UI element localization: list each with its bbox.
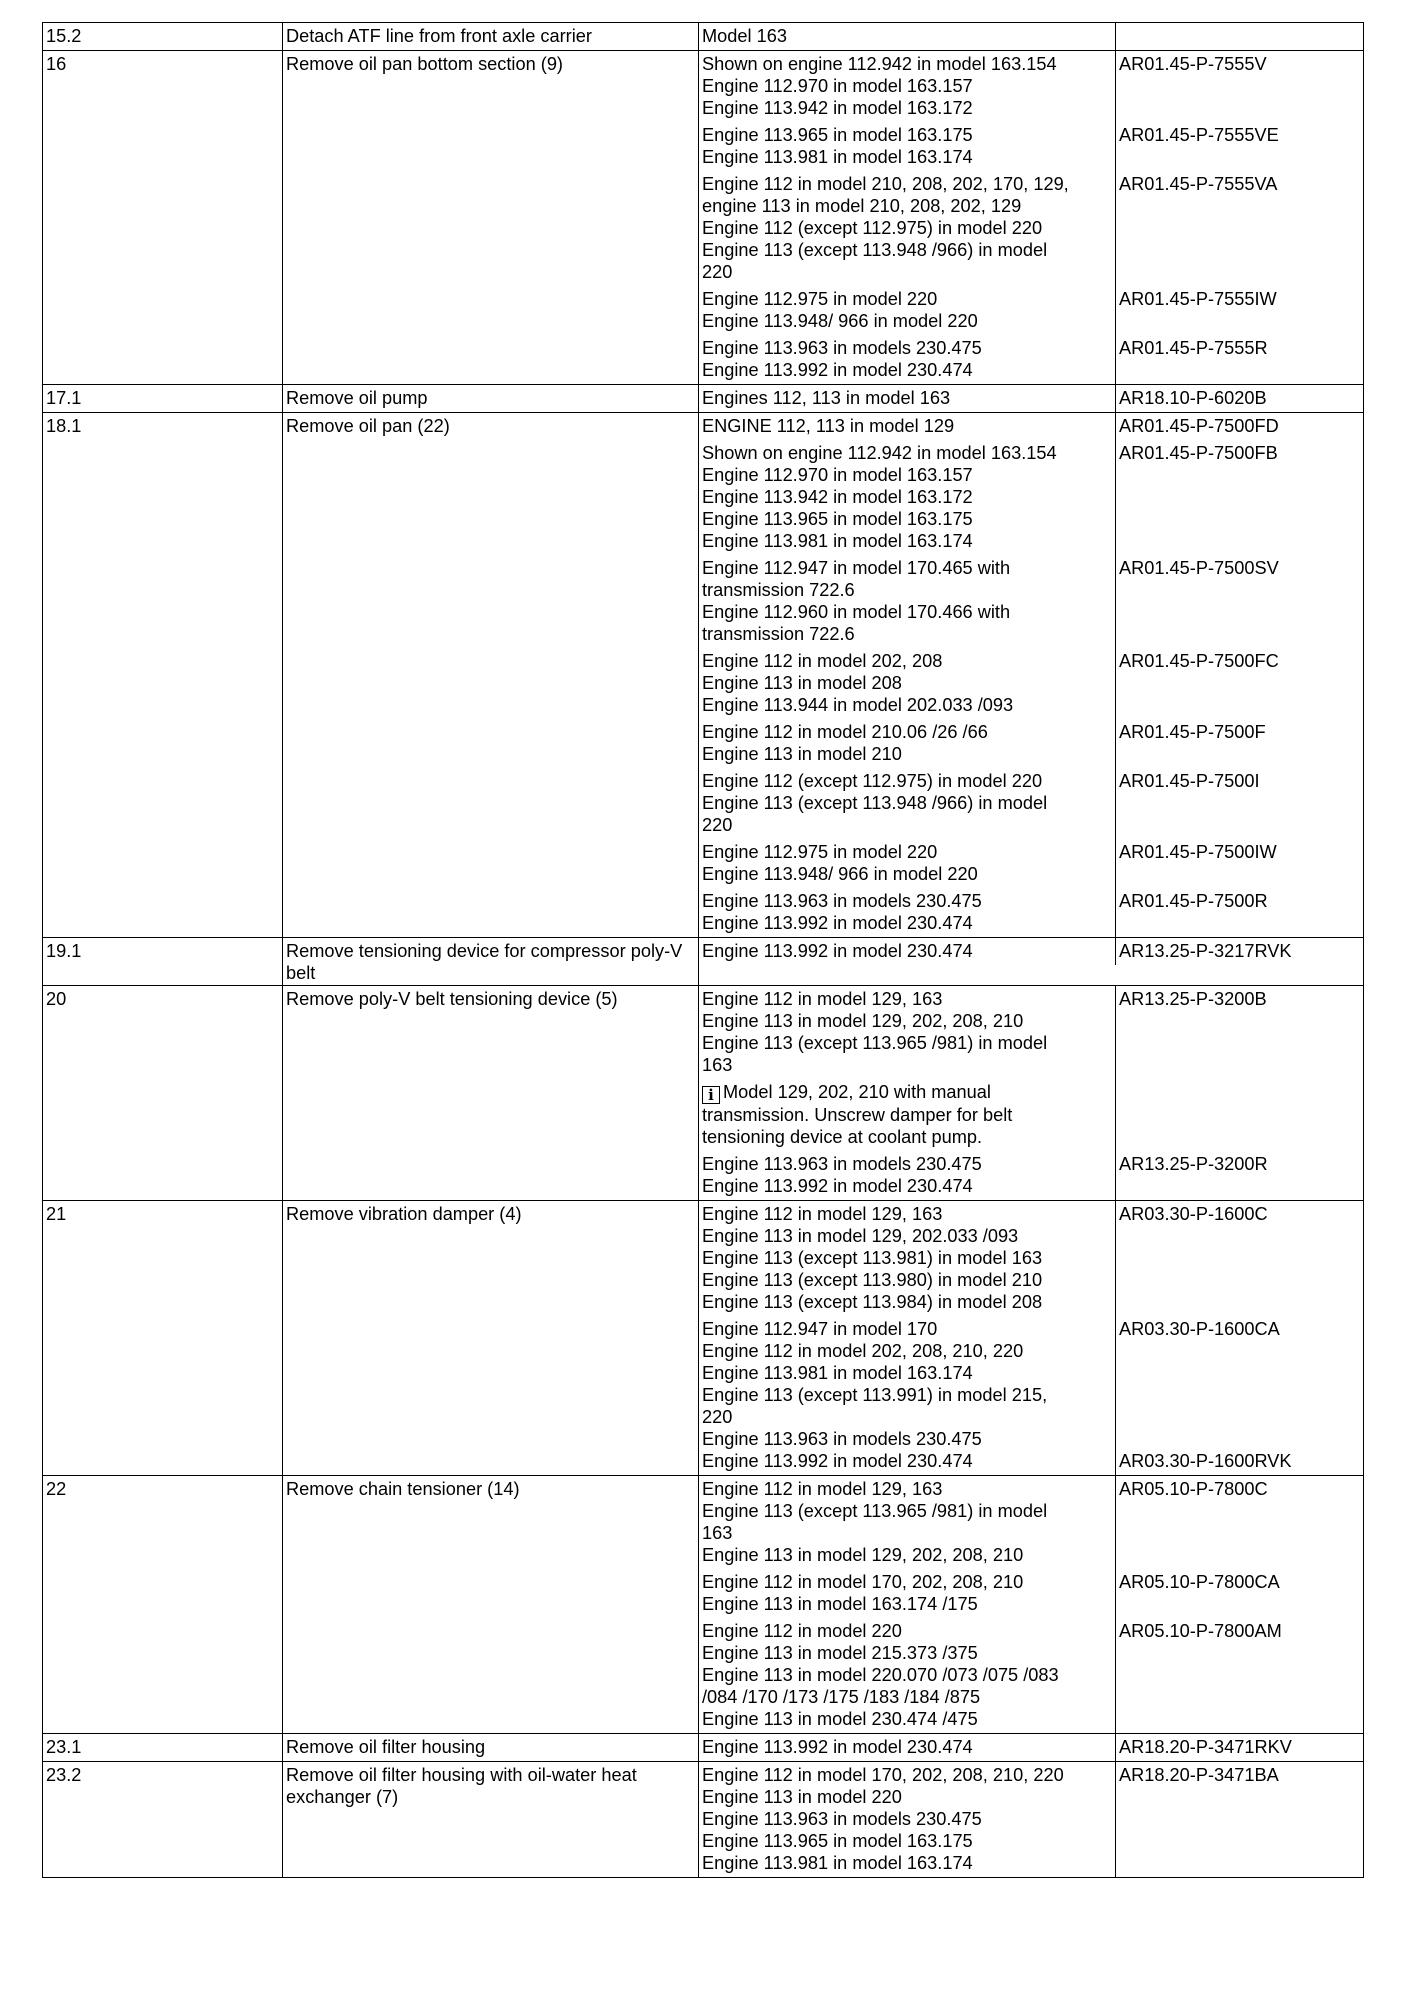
applicability-entry xyxy=(699,413,1115,440)
applicability-line: Shown on engine 112.942 in model 163.154 xyxy=(702,54,1057,74)
operation-text: Remove oil filter housing with oil-water heat exchanger (7) xyxy=(283,1762,699,1878)
reference-code xyxy=(1116,1201,1361,1316)
step-number: 23.1 xyxy=(43,1734,283,1762)
reference-code xyxy=(1116,1079,1361,1151)
applicability-line: transmission 722.6 xyxy=(702,580,855,600)
applicability-entry xyxy=(699,986,1115,1079)
applicability-entry xyxy=(699,1151,1115,1200)
step-number: 16 xyxy=(43,51,283,385)
applicability-line: Engine 113.992 in model 230.474 xyxy=(702,913,973,933)
applicability-line: Engine 112.970 in model 163.157 xyxy=(702,465,973,485)
applicability-entry xyxy=(699,768,1115,839)
reference-code xyxy=(1116,1569,1361,1618)
applicability-line: Engine 113.981 in model 163.174 xyxy=(702,531,973,551)
applicability-line: Engine 112.975 in model 220 xyxy=(702,289,938,309)
applicability-line: Engine 112 in model 170, 202, 208, 210 xyxy=(702,1572,1024,1592)
applicability-line: Engine 113 (except 113.948 /966) in model xyxy=(702,240,1048,260)
reference-code xyxy=(1116,648,1361,719)
applicability-entry xyxy=(699,1734,1115,1761)
applicability-line: 220 xyxy=(702,262,733,282)
applicability-line: Engine 113 in model 129, 202, 208, 210 xyxy=(702,1011,1024,1031)
applicability-line: Engine 112 (except 112.975) in model 220 xyxy=(702,771,1043,791)
applicability-line: Engine 113 (except 113.991) in model 215, xyxy=(702,1385,1048,1405)
reference-text: AR18.20-P-3471BA xyxy=(1119,1765,1279,1785)
applicability-line: Model 163 xyxy=(702,26,787,46)
applicability-entry xyxy=(699,839,1115,888)
applicability-line: Engine 113.965 in model 163.175 xyxy=(702,125,973,145)
applicability-line: Engine 112 in model 170, 202, 208, 210, 220 xyxy=(702,1765,1064,1785)
reference-text: AR01.45-P-7555V xyxy=(1119,54,1267,74)
applicability-entry xyxy=(699,23,1115,50)
operation-text: Remove tensioning device for compressor poly-V belt xyxy=(283,938,699,986)
applicability-line: Engine 112.947 in model 170.465 with xyxy=(702,558,1011,578)
applicability-line: Engine 113.963 in models 230.475 xyxy=(702,891,982,911)
reference-code xyxy=(1116,385,1361,412)
table-row xyxy=(43,1762,1364,1878)
reference-code xyxy=(1116,171,1361,286)
step-number: 21 xyxy=(43,1201,283,1476)
applicability-line: ENGINE 112, 113 in model 129 xyxy=(702,416,955,436)
reference-code xyxy=(1116,555,1361,648)
applicability-line: Engine 113 (except 113.981) in model 163 xyxy=(702,1248,1043,1268)
applicability-block xyxy=(699,1762,1364,1878)
table-row xyxy=(43,1476,1364,1734)
reference-text: AR13.25-P-3217RVK xyxy=(1119,941,1292,961)
reference-text: AR01.45-P-7500FB xyxy=(1119,443,1278,463)
applicability-block xyxy=(699,23,1364,51)
applicability-entry xyxy=(699,122,1115,171)
step-number: 18.1 xyxy=(43,413,283,938)
reference-code xyxy=(1116,122,1361,171)
applicability-line: Engine 112 in model 129, 163 xyxy=(702,1479,943,1499)
applicability-line: Engine 113.981 in model 163.174 xyxy=(702,147,973,167)
applicability-line: Engines 112, 113 in model 163 xyxy=(702,388,951,408)
applicability-line: Engine 112 in model 129, 163 xyxy=(702,989,943,1009)
applicability-entry xyxy=(699,1762,1115,1877)
applicability-entry xyxy=(699,555,1115,648)
applicability-line: Engine 113 (except 113.965 /981) in model xyxy=(702,1501,1048,1521)
table-row xyxy=(43,385,1364,413)
applicability-line: Engine 113 (except 113.984) in model 208 xyxy=(702,1292,1043,1312)
applicability-line: Engine 113.965 in model 163.175 xyxy=(702,509,973,529)
reference-text: AR05.10-P-7800AM xyxy=(1119,1621,1282,1641)
reference-code xyxy=(1116,440,1361,555)
info-note xyxy=(699,1079,1115,1151)
reference-text: AR01.45-P-7500IW xyxy=(1119,842,1277,862)
applicability-line: Engine 113 (except 113.980) in model 210 xyxy=(702,1270,1043,1290)
applicability-line: Engine 113 in model 210 xyxy=(702,744,902,764)
applicability-line: Engine 113.992 in model 230.474 xyxy=(702,360,973,380)
reference-code xyxy=(1116,938,1361,965)
applicability-line: Engine 113 in model 215.373 /375 xyxy=(702,1643,978,1663)
reference-code xyxy=(1116,888,1361,937)
operation-text: Remove chain tensioner (14) xyxy=(283,1476,699,1734)
table-row xyxy=(43,1734,1364,1762)
applicability-line: Shown on engine 112.942 in model 163.154 xyxy=(702,443,1057,463)
applicability-line: Engine 113.992 in model 230.474 xyxy=(702,1737,973,1757)
applicability-block xyxy=(699,51,1364,385)
reference-text: AR05.10-P-7800C xyxy=(1119,1479,1268,1499)
reference-code xyxy=(1116,986,1361,1079)
applicability-entry xyxy=(699,938,1115,965)
applicability-line: Engine 113 (except 113.965 /981) in model xyxy=(702,1033,1048,1053)
reference-code xyxy=(1116,1618,1361,1733)
applicability-line: Engine 112.970 in model 163.157 xyxy=(702,76,973,96)
applicability-line: Engine 112 in model 220 xyxy=(702,1621,902,1641)
reference-text: AR03.30-P-1600CA xyxy=(1119,1319,1280,1339)
reference-text: AR01.45-P-7500F xyxy=(1119,722,1266,742)
table-row xyxy=(43,23,1364,51)
applicability-line: Engine 113.944 in model 202.033 /093 xyxy=(702,695,1014,715)
applicability-line: Engine 113.963 in models 230.475 xyxy=(702,1809,982,1829)
reference-code xyxy=(1116,719,1361,768)
applicability-block xyxy=(699,938,1364,986)
applicability-line: tensioning device at coolant pump. xyxy=(702,1127,983,1147)
applicability-line: Engine 113.942 in model 163.172 xyxy=(702,98,973,118)
reference-text: AR01.45-P-7555R xyxy=(1119,338,1268,358)
reference-text: AR01.45-P-7500FC xyxy=(1119,651,1279,671)
applicability-line: Model 129, 202, 210 with manual xyxy=(723,1082,991,1102)
reference-text: AR18.10-P-6020B xyxy=(1119,388,1267,408)
operation-text: Remove oil pan bottom section (9) xyxy=(283,51,699,385)
applicability-line: Engine 112 (except 112.975) in model 220 xyxy=(702,218,1043,238)
applicability-line: Engine 113.992 in model 230.474 xyxy=(702,941,973,961)
applicability-line: Engine 113.963 in models 230.475 xyxy=(702,1154,982,1174)
applicability-line: transmission. Unscrew damper for belt xyxy=(702,1105,1013,1125)
applicability-line: Engine 113.992 in model 230.474 xyxy=(702,1451,973,1471)
step-number: 19.1 xyxy=(43,938,283,986)
applicability-entry xyxy=(699,171,1115,286)
applicability-line: 163 xyxy=(702,1523,733,1543)
reference-text: AR01.45-P-7555IW xyxy=(1119,289,1277,309)
operation-text: Detach ATF line from front axle carrier xyxy=(283,23,699,51)
applicability-line: transmission 722.6 xyxy=(702,624,855,644)
applicability-entry xyxy=(699,1618,1115,1733)
applicability-line: Engine 113.963 in models 230.475 xyxy=(702,338,982,358)
applicability-line: 220 xyxy=(702,815,733,835)
reference-text: AR05.10-P-7800CA xyxy=(1119,1572,1280,1592)
applicability-entry xyxy=(699,440,1115,555)
reference-text: AR18.20-P-3471RKV xyxy=(1119,1737,1292,1757)
applicability-line: Engine 113 in model 208 xyxy=(702,673,902,693)
reference-code xyxy=(1116,286,1361,335)
applicability-entry xyxy=(699,719,1115,768)
applicability-entry xyxy=(699,1476,1115,1569)
applicability-line: Engine 113.948/ 966 in model 220 xyxy=(702,864,978,884)
applicability-entry xyxy=(699,1316,1115,1475)
applicability-entry xyxy=(699,1201,1115,1316)
applicability-line: Engine 112 in model 210.06 /26 /66 xyxy=(702,722,988,742)
reference-text: AR01.45-P-7500FD xyxy=(1119,416,1279,436)
reference-code xyxy=(1116,1151,1361,1200)
applicability-line: Engine 113.992 in model 230.474 xyxy=(702,1176,973,1196)
applicability-line: Engine 112 in model 202, 208, 210, 220 xyxy=(702,1341,1024,1361)
applicability-line: Engine 113.965 in model 163.175 xyxy=(702,1831,973,1851)
step-number: 22 xyxy=(43,1476,283,1734)
applicability-line: 163 xyxy=(702,1055,733,1075)
applicability-line: Engine 113.981 in model 163.174 xyxy=(702,1363,973,1383)
operation-text: Remove poly-V belt tensioning device (5) xyxy=(283,986,699,1201)
reference-text: AR01.45-P-7500R xyxy=(1119,891,1268,911)
applicability-line: Engine 113 in model 163.174 /175 xyxy=(702,1594,978,1614)
applicability-line: Engine 112.947 in model 170 xyxy=(702,1319,938,1339)
applicability-line: Engine 113.942 in model 163.172 xyxy=(702,487,973,507)
applicability-block xyxy=(699,1201,1364,1476)
applicability-line: Engine 112.975 in model 220 xyxy=(702,842,938,862)
applicability-entry xyxy=(699,286,1115,335)
reference-text: AR13.25-P-3200R xyxy=(1119,1154,1268,1174)
applicability-line: Engine 113 (except 113.948 /966) in model xyxy=(702,793,1048,813)
reference-code xyxy=(1116,51,1361,122)
applicability-entry xyxy=(699,888,1115,937)
applicability-entry xyxy=(699,335,1115,384)
applicability-line: Engine 112.960 in model 170.466 with xyxy=(702,602,1011,622)
reference-text: AR01.45-P-7555VA xyxy=(1119,174,1278,194)
reference-code xyxy=(1116,1316,1361,1475)
step-number: 20 xyxy=(43,986,283,1201)
reference-code xyxy=(1116,839,1361,888)
applicability-line: Engine 112 in model 129, 163 xyxy=(702,1204,943,1224)
reference-code xyxy=(1116,23,1361,50)
applicability-line: Engine 113.948/ 966 in model 220 xyxy=(702,311,978,331)
table-row xyxy=(43,986,1364,1201)
info-icon: i xyxy=(702,1086,720,1104)
applicability-line: Engine 112 in model 210, 208, 202, 170, 129, xyxy=(702,174,1069,194)
operation-text: Remove vibration damper (4) xyxy=(283,1201,699,1476)
applicability-line: Engine 113.981 in model 163.174 xyxy=(702,1853,973,1873)
table-row xyxy=(43,413,1364,938)
operation-text: Remove oil pan (22) xyxy=(283,413,699,938)
reference-text: AR01.45-P-7555VE xyxy=(1119,125,1279,145)
reference-text: AR03.30-P-1600RVK xyxy=(1119,1451,1292,1471)
table-row xyxy=(43,1201,1364,1476)
reference-text: AR13.25-P-3200B xyxy=(1119,989,1267,1009)
applicability-block xyxy=(699,413,1364,938)
reference-text: AR01.45-P-7500SV xyxy=(1119,558,1279,578)
table-row xyxy=(43,51,1364,385)
applicability-block xyxy=(699,986,1364,1201)
reference-code xyxy=(1116,1476,1361,1569)
reference-code xyxy=(1116,335,1361,384)
applicability-entry xyxy=(699,1569,1115,1618)
applicability-line: Engine 113 in model 220.070 /073 /075 /083 xyxy=(702,1665,1059,1685)
applicability-line: /084 /170 /173 /175 /183 /184 /875 xyxy=(702,1687,981,1707)
step-number: 17.1 xyxy=(43,385,283,413)
applicability-block xyxy=(699,1476,1364,1734)
operation-text: Remove oil pump xyxy=(283,385,699,413)
step-number: 23.2 xyxy=(43,1762,283,1878)
applicability-entry xyxy=(699,648,1115,719)
reference-code xyxy=(1116,1762,1361,1877)
applicability-block xyxy=(699,1734,1364,1762)
reference-code xyxy=(1116,1734,1361,1761)
applicability-line: Engine 113 in model 220 xyxy=(702,1787,902,1807)
applicability-line: Engine 113 in model 129, 202.033 /093 xyxy=(702,1226,1019,1246)
procedure-table xyxy=(42,22,1364,1878)
applicability-line: 220 xyxy=(702,1407,733,1427)
applicability-line: Engine 113 in model 129, 202, 208, 210 xyxy=(702,1545,1024,1565)
applicability-entry xyxy=(699,51,1115,122)
applicability-line: Engine 112 in model 202, 208 xyxy=(702,651,943,671)
reference-code xyxy=(1116,413,1361,440)
step-number: 15.2 xyxy=(43,23,283,51)
applicability-entry xyxy=(699,385,1115,412)
applicability-block xyxy=(699,385,1364,413)
operation-text: Remove oil filter housing xyxy=(283,1734,699,1762)
reference-code xyxy=(1116,768,1361,839)
reference-text: AR01.45-P-7500I xyxy=(1119,771,1260,791)
applicability-line: Engine 113.963 in models 230.475 xyxy=(702,1429,982,1449)
reference-text: AR03.30-P-1600C xyxy=(1119,1204,1268,1224)
applicability-line: engine 113 in model 210, 208, 202, 129 xyxy=(702,196,1022,216)
table-row xyxy=(43,938,1364,986)
applicability-line: Engine 113 in model 230.474 /475 xyxy=(702,1709,978,1729)
